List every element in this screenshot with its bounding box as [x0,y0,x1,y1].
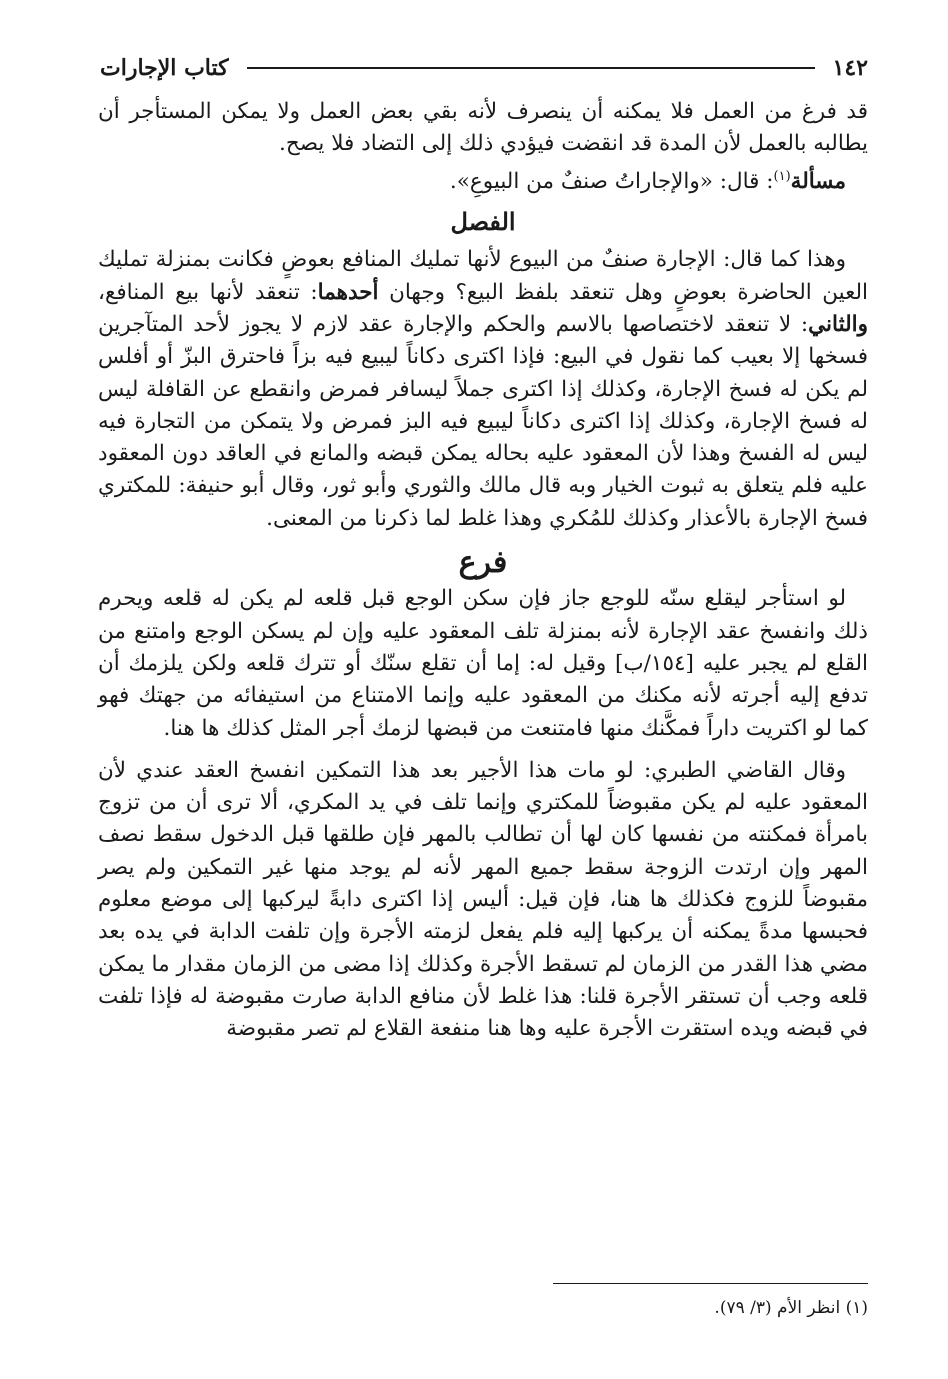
fasl-bold-second: والثاني [808,311,868,337]
fasl-text-mid: : تنعقد لأنها بيع المنافع، [98,279,318,305]
far-paragraph-1: لو استأجر ليقلع سنّه للوجع جاز فإن سكن الوجع قبل قلعه لم يكن له قلعه ويحرم ذلك وانفسخ عقد الإجارة لأنه بمنزلة تلف المعقود عليه وإن لم يسكن الوجع وامتنع من القلع لم يجبر عليه [١٥٤/ب] وقيل له: إما أن تقلع سنّك أو تترك قلعه ولكن يلزمك أن تدفع إليه أجرته لأنه مكنك من المعقود عليه وإنما الامتناع من استيفائه من جهتك فهو كما لو اكتريت داراً فمكَّنك منها فامتنعت من قبضها لزمك أجر المثل كذلك ها هنا. [98,586,868,741]
running-header [100,48,868,88]
intro-paragraph: قد فرغ من العمل فلا يمكنه أن ينصرف لأنه بقي بعض العمل ولا يمكن المستأجر أن يطالبه بالعمل لأن المدة قد انقضت فيؤدي ذلك إلى التضاد فلا يصح. [98,99,868,157]
fasl-text-start: وهذا كما قال: الإجارة صنفٌ من البيوع لأنها تمليك المنافع بعوضٍ فكانت بمنزلة تمليك العين الحاضرة بعوضٍ وهل تنعقد بلفظ البيع؟ وجهان [98,247,869,305]
fasl-paragraph [98,244,868,535]
masala-label: مسألة [790,168,846,194]
masala-text: : قال: «والإجاراتُ صنفٌ من البيوعِ». [449,168,774,194]
section-heading-far: فرع [458,545,508,581]
masala-line [98,161,868,198]
header-rule [247,67,815,69]
fasl-text-rest: : لا تنعقد لاختصاصها بالاسم والحكم والإجارة عقد لازم لا يجوز لأحد المتآجرين فسخها إلا بعيب كما نقول في البيع: فإذا اكترى دكاناً ليبيع فيه بزاً فاحترق البزّ أو أفلس لم يكن له فسخ الإجارة، وكذلك إذا اكترى جملاً ليسافر فمرض وانقطع عن القافلة ليس له فسخ الإجارة، وكذلك إذا اكترى دكاناً ليبيع فيه البز فمرض ولا يتمكن من التجارة فيه ليس له الفسخ وهذا لأن المعقود عليه بحاله يمكن قبضه والمانع في العاقد دون المعقود عليه فلم يتعلق به ثبوت الخيار وبه قال مالك والثوري وأبو ثور، وقال أبو حنيفة: للمكتري فسخ الإجارة بالأعذار وكذلك للمُكري وهذا غلط لما ذكرنا من المعنى. [98,311,868,531]
footnote-rule [553,1283,868,1284]
page-number: ١٤٢ [832,55,868,81]
section-heading-fasl: الفصل [450,207,516,237]
footnote-ref: (١) [773,168,791,184]
footnote: (١) انظر الأم (٣/ ٧٩). [714,1298,868,1318]
fasl-bold-first: أحدهما [317,279,379,305]
chapter-title: كتاب الإجارات [100,55,229,81]
paragraph-gap [98,745,868,755]
page-body [98,96,868,1045]
far-paragraph-2: وقال القاضي الطبري: لو مات هذا الأجير بعد هذا التمكين انفسخ العقد عندي لأن المعقود عليه لم يكن مقبوضاً للمكتري وإنما تلف في يد المكري، ألا ترى أن من تزوج بامرأة فمكنته من نفسها كان لها أن تطالب بالمهر فإن طلقها قبل الدخول سقط نصف المهر وإن ارتدت الزوجة سقط جميع المهر لأنه لم يوجد منها غير التمكين ولم يصر مقبوضاً للزوج فكذلك ها هنا، فإن قيل: أليس إذا اكترى دابةً ليركبها إلى موضع معلوم فحبسها مدةً يمكنه أن يركبها إليه فلم يفعل لزمته الأجرة وإن تلفت الدابة في يده بعد مضي هذا القدر من الزمان لم تسقط الأجرة وكذلك إذا مضى من الزمان مقدار ما يمكن قلعه وجب أن تستقر الأجرة قلنا: هذا غلط لأن منافع الدابة صارت مقبوضة له فإذا تلفت في قبضه ويده استقرت الأجرة عليه وها هنا منفعة القلاع لم تصر مقبوضة [98,757,868,1042]
